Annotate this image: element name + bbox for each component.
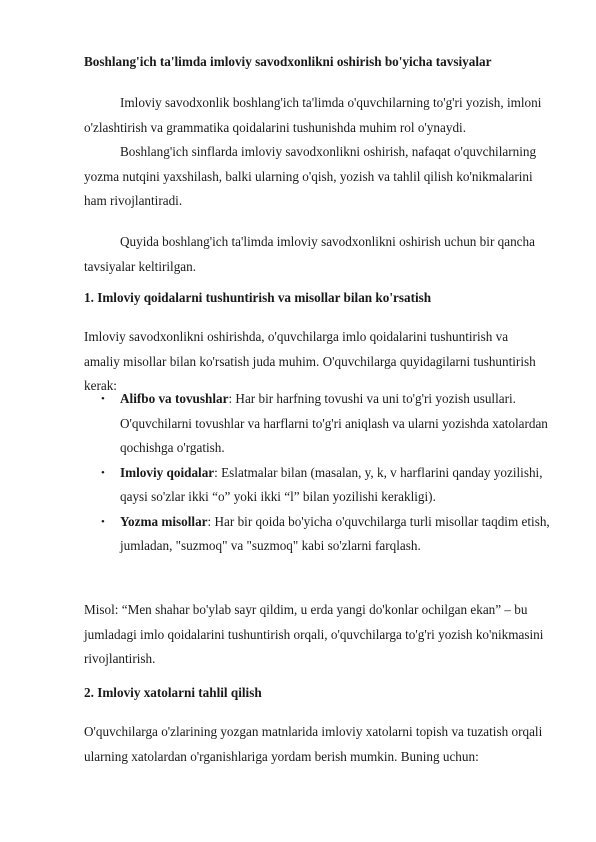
section-2-heading: 2. Imloviy xatolarni tahlil qilish — [84, 685, 262, 700]
bullet-term: Yozma misollar — [120, 513, 208, 529]
bullet-text: : Eslatmalar bilan (masalan, y, k, v harflarini qanday yozilishi, qaysi so'zlar ikki “o” yoki ikki “l” bilan yozilishi kerakligi). — [120, 464, 543, 504]
section-1-paragraph: Imloviy savodxonlikni oshirishda, o'quvchilarga imlo qoidalarini tushuntirish va amaliy misollar bilan ko'rsatish juda muhim. O'quvchilarga quyidagilarni tushuntirish kerak: — [84, 329, 536, 393]
section-1-heading: 1. Imloviy qoidalarni tushuntirish va misollar bilan ko'rsatish — [84, 290, 432, 305]
bullet-text: : Har bir qoida bo'yicha o'quvchilarga turli misollar taqdim etish, jumladan, "suzmoq" va "suzmoq" kabi so'zlarni farqlash. — [120, 513, 550, 553]
bullet-item-examples — [84, 510, 554, 559]
bullet-text: : Har bir harfning tovushi va uni to'g'ri yozish usullari. O'quvchilarni tovushlar va harflarni to'g'ri aniqlash va ularni yozishda xatolardan qochishga o'rgatish. — [120, 391, 548, 455]
example-paragraph: Misol: “Men shahar bo'ylab sayr qildim, u erda yangi do'konlar ochilgan ekan” – bu jumladagi imlo qoidalarini tushuntirish orqali, o'quvchilarga to'g'ri yozish ko'nikmasini rivojlantirish. — [84, 602, 544, 666]
document-title: Boshlang'ich ta'limda imloviy savodxonlikni oshirish bo'yicha tavsiyalar — [84, 54, 492, 69]
bullet-term: Alifbo va tovushlar — [120, 391, 229, 406]
intro-paragraph-2: Boshlang'ich sinflarda imloviy savodxonlikni oshirish, nafaqat o'quvchilarning yozma nutqini yaxshilash, balki ularning o'qish, yozish va tahlil qilish ko'nikmalarini ham rivojlantiradi. — [84, 144, 537, 208]
bullet-icon: • — [101, 515, 105, 528]
intro-paragraph-1: Imloviy savodxonlik boshlang'ich ta'limda o'quvchilarning to'g'ri yozish, imloni o'zlashtirish va grammatika qoidalarini tushunishda muhim rol o'ynaydi. — [84, 95, 542, 135]
bullet-item-alphabet — [84, 387, 554, 461]
bullet-term: Imloviy qoidalar — [120, 464, 215, 480]
bullet-icon: • — [101, 466, 105, 479]
section-2-paragraph: O'quvchilarga o'zlarining yozgan matnlarida imloviy xatolarni topish va tuzatish orqali ularning xatolardan o'rganishlariga yordam berish mumkin. Buning uchun: — [84, 724, 543, 764]
intro-paragraph-3: Quyida boshlang'ich ta'limda imloviy savodxonlikni oshirish uchun bir qancha tavsiyalar keltirilgan. — [84, 234, 535, 274]
bullet-item-rules — [84, 461, 554, 510]
rules-bullet-list — [84, 387, 554, 559]
bullet-icon: • — [101, 393, 105, 405]
